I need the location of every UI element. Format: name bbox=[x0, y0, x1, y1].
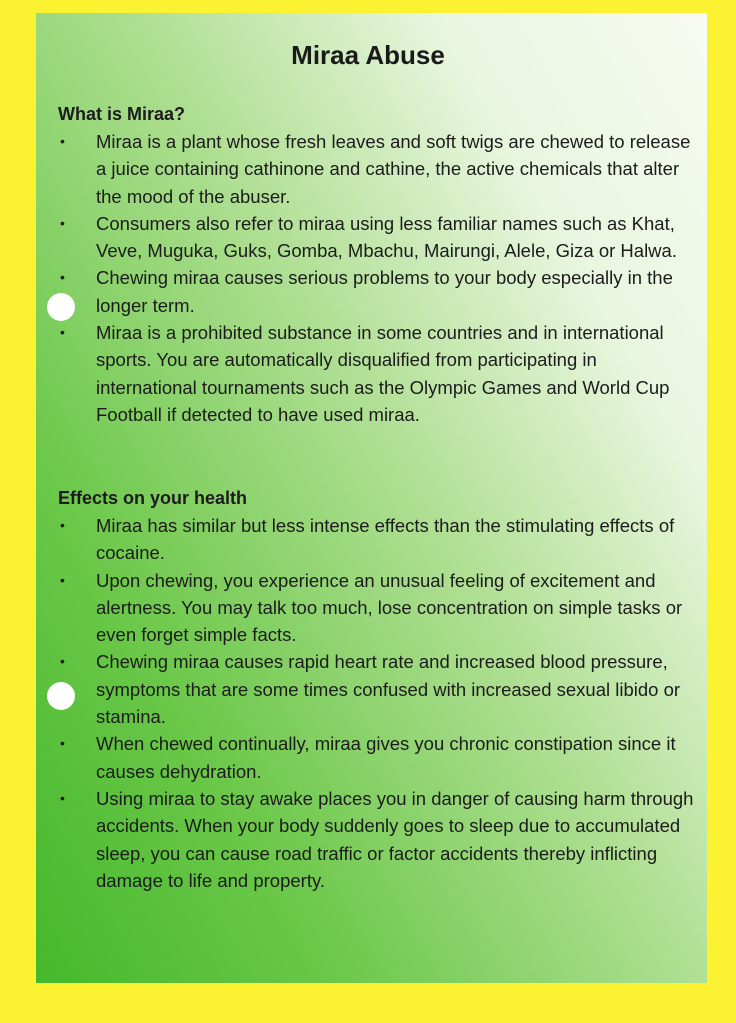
list-item bbox=[58, 319, 698, 428]
list-item bbox=[58, 264, 698, 319]
bullet-list bbox=[58, 128, 698, 428]
list-item bbox=[58, 512, 698, 567]
bullet-icon: • bbox=[60, 324, 65, 341]
list-item bbox=[58, 785, 698, 894]
punch-hole-top bbox=[47, 293, 75, 321]
list-item-text: Miraa has similar but less intense effects than the stimulating effects of cocaine. bbox=[96, 515, 675, 564]
list-item-text: When chewed continually, miraa gives you chronic constipation since it causes dehydration. bbox=[96, 733, 676, 782]
list-item-text: Chewing miraa causes serious problems to your body especially in the longer term. bbox=[96, 267, 673, 316]
bullet-icon: • bbox=[60, 133, 65, 149]
list-item-text: Upon chewing, you experience an unusual feeling of excitement and alertness. You may talk too much, lose concentration on simple tasks or even forget simple facts. bbox=[96, 569, 683, 646]
list-item bbox=[58, 648, 698, 730]
list-item-text: Chewing miraa causes rapid heart rate and increased blood pressure, symptoms that are some times confused with increased sexual libido or stamina. bbox=[96, 651, 681, 728]
bullet-icon: • bbox=[60, 517, 65, 533]
bullet-icon: • bbox=[60, 789, 65, 806]
list-item-text: Using miraa to stay awake places you in danger of causing harm through accidents. When your body suddenly goes to sleep due to accumulated sleep, you can cause road traffic or factor accidents thereby inflicting damage to life and property. bbox=[96, 787, 694, 891]
section-heading: What is Miraa? bbox=[58, 104, 186, 124]
list-item-text: Miraa is a prohibited substance in some countries and in international sports. You are automatically disqualified from participating in international tournaments such as the Olympic Games and World Cup Football if detected to have used miraa. bbox=[96, 322, 670, 425]
section-heading: Effects on your health bbox=[58, 488, 248, 508]
page-title: Miraa Abuse bbox=[291, 40, 445, 70]
bullet-icon: • bbox=[60, 735, 65, 752]
bullet-list bbox=[58, 512, 698, 894]
list-item bbox=[58, 567, 698, 649]
section-what-is-miraa bbox=[58, 103, 698, 428]
list-item-text: Miraa is a plant whose fresh leaves and soft twigs are chewed to release a juice containing cathinone and cathine, the active chemicals that alter the mood of the abuser. bbox=[96, 131, 691, 207]
list-item bbox=[58, 210, 698, 265]
list-item bbox=[58, 730, 698, 785]
bullet-icon: • bbox=[60, 269, 65, 286]
bullet-icon: • bbox=[60, 214, 65, 231]
list-item-text: Consumers also refer to miraa using less familiar names such as Khat, Veve, Muguka, Guks, Gomba, Mbachu, Mairungi, Alele, Giza or Halwa. bbox=[96, 212, 677, 262]
list-item bbox=[58, 128, 698, 210]
bullet-icon: • bbox=[60, 653, 65, 670]
section-effects-on-health bbox=[58, 487, 698, 894]
punch-hole-bottom bbox=[47, 682, 75, 710]
bullet-icon: • bbox=[60, 571, 65, 588]
